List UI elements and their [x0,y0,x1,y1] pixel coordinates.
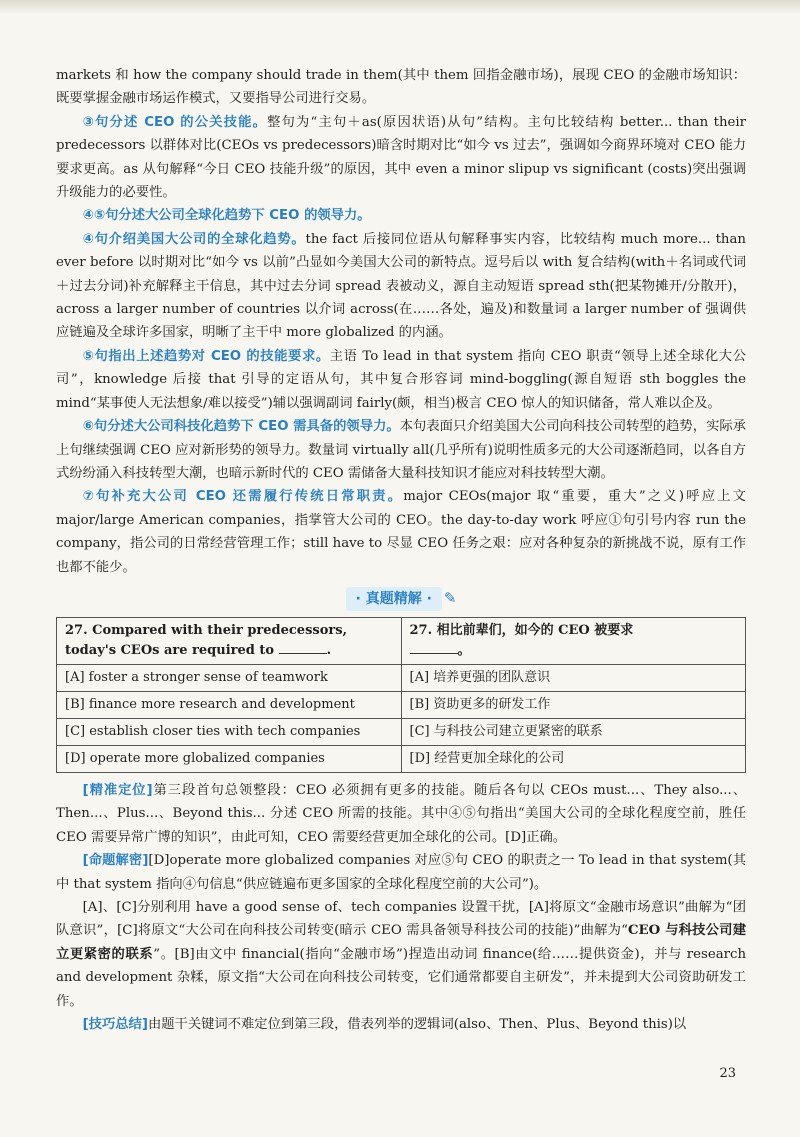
table-row [57,664,746,691]
question-table [56,617,746,773]
option-en: [D] operate more globalized companies [57,745,402,772]
analysis-paragraph: [精准定位]第三段首句总领整段：CEO 必须拥有更多的技能。随后各句以 CEOs must...、They also...、Then...、Plus...、Beyond this... 分述 CEO 所需的技能。其中④⑤句指出“美国大公司的全球化程度空前，胜任 CEO 需要异常广博的知识”，由此可知，CEO 需要经营更加全球化的公司。[D]正确。 [56,782,746,845]
paragraph-heading: ③句分述 CEO 的公关技能。 [82,114,268,130]
paragraph: ⑥句分述大公司科技化趋势下 CEO 需具备的领导力。本句表面只介绍美国大公司向科技公司转型的趋势，实际承上句继续强调 CEO 应对新形势的领导力。数量词 virtually all(几乎所有)说明性质多元的大公司逐渐趋同，以各自方式纷纷涌入科技转型大潮，也暗示新时代的 CEO 需储备大量科技知识才能应对科技转型大潮。 [56,419,746,481]
analysis-tag: [精准定位] [82,782,153,798]
paragraph [56,204,746,227]
answer-blank [410,641,458,654]
analysis-paragraph: [技巧总结]由题干关键词不难定位到第三段，借表列举的逻辑词(also、Then、Plus、Beyond this)以 [82,1017,687,1032]
paragraph-heading: ④句介绍美国大公司的全球化趋势。 [82,231,306,247]
analysis-tag: [命题解密] [82,853,149,869]
question-stem-zh: 27. 相比前辈们，如今的 CEO 被要求 。 [401,617,746,664]
option-zh: [A] 培养更强的团队意识 [401,664,746,691]
page-content [56,64,746,1036]
paragraph: ⑤句指出上述趋势对 CEO 的技能要求。主语 To lead in that system 指向 CEO 职责“领导上述全球化大公司”，knowledge 后接 that 引导的定语从句，其中复合形容词 mind-boggling(源自短语 sth boggles the mind“某事使人无法想象/难以接受”)辅以强调副词 fairly(颇，相当)极言 CEO 惊人的知识储备，常人难以企及。 [56,348,746,411]
answer-blank [279,641,327,654]
table-row [57,745,746,772]
table-row [57,691,746,718]
option-en: [C] establish closer ties with tech companies [57,718,402,745]
page-number: 23 [719,1066,736,1081]
question-stem-en: 27. Compared with their predecessors, today's CEOs are required to . [57,617,402,664]
paragraph-heading: ⑥句分述大公司科技化趋势下 CEO 需具备的领导力。 [82,419,400,435]
pen-icon: ✎ [443,588,457,607]
option-zh: [C] 与科技公司建立更紧密的联系 [401,718,746,745]
paragraph: ⑦句补充大公司 CEO 还需履行传统日常职责。major CEOs(major 取“重要，重大”之义)呼应上文 major/large American companies，指掌管大公司的 CEO。the day-to-day work 呼应①句引号内容 run the company，指公司的日常经营管理工作；still have to 尽显 CEO 任务之艰：应对各种复杂的新挑战不说，原有工作也都不能少。 [56,489,746,575]
paragraph-heading: ④⑤句分述大公司全球化趋势下 CEO 的领导力。 [82,208,371,224]
paragraph: markets 和 how the company should trade in them(其中 them 回指金融市场)，展现 CEO 的金融市场知识：既要掌握金融市场运作模式，又要指导公司进行交易。 [56,68,746,107]
analysis-paragraph: [A]、[C]分别利用 have a good sense of、tech companies 设置干扰，[A]将原文“金融市场意识”曲解为“团队意识”，[C]将原文“大公司在向科技公司转变(暗示 CEO 需具备领导科技公司的技能)”曲解为“CEO 与科技公司建立更紧密的联系”。[B]由文中 financial(指向“金融市场”)捏造出动词 finance(给……提供资金)，并与 research and development 杂糅，原文指“大公司在向科技公司转变，它们通常都要自主研发”，并未提到大公司资助研发工作。 [56,899,747,1009]
paragraph: ④句介绍美国大公司的全球化趋势。the fact 后接同位语从句解释事实内容，比较结构 much more... than ever before 以时期对比“如今 vs 以前”凸显如今美国大公司的新特点。逗号后以 with 复合结构(with＋名词或代词＋过去分词)补充解释主干信息，其中过去分词 spread 表被动义，源自主动短语 spread sth(把某物摊开/分散开)，across a larger number of countries 以介词 across(在……各处，遍及)和数量词 a larger number of 强调供应链遍及全球许多国家，明晰了主干中 more globalized 的内涵。 [56,231,746,341]
analysis-paragraph: [命题解密][D]operate more globalized companies 对应⑤句 CEO 的职责之一 To lead in that system(其中 that system 指向④句信息“供应链遍布更多国家的全球化程度空前的大公司”)。 [56,853,747,892]
paragraph-heading: ⑦句补充大公司 CEO 还需履行传统日常职责。 [82,489,404,505]
option-en: [A] foster a stronger sense of teamwork [57,664,402,691]
section-title-label: · 真题精解 · [346,587,442,611]
option-zh: [D] 经营更加全球化的公司 [401,745,746,772]
table-row [57,718,746,745]
table-row [57,617,746,664]
section-title [56,587,746,611]
analysis-tag: [技巧总结] [82,1017,148,1032]
option-zh: [B] 资助更多的研发工作 [401,691,746,718]
paragraph: ③句分述 CEO 的公关技能。整句为“主句＋as(原因状语)从句”结构。主句比较结构 better... than their predecessors 以群体对比(CEOs vs predecessors)暗含时期对比“如今 vs 过去”，强调如今商界环境对 CEO 能力要求更高。as 从句解释“今日 CEO 技能升级”的原因，其中 even a minor slipup vs significant (costs)突出强调升级能力的必要性。 [56,114,746,201]
page-edge-shadow [0,0,800,14]
paragraph-heading: ⑤句指出上述趋势对 CEO 的技能要求。 [82,348,330,364]
option-en: [B] finance more research and development [57,691,402,718]
